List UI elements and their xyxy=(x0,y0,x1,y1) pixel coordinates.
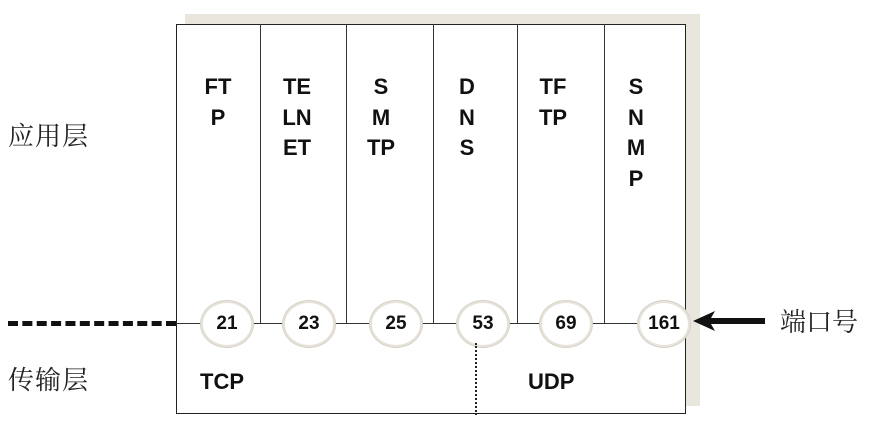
protocol-ftp: FTP xyxy=(204,74,232,130)
protocol-diagram-frame xyxy=(176,24,686,414)
udp-label: UDP xyxy=(528,369,575,394)
protocol-smtp: SMTP xyxy=(366,74,396,160)
tcp-udp-divider xyxy=(475,343,477,415)
column-divider xyxy=(433,24,434,324)
tcp-label: TCP xyxy=(200,369,244,394)
arrow-left-icon xyxy=(693,309,765,333)
protocol-snmp: SNMP xyxy=(626,74,646,191)
protocol-tftp: TFTP xyxy=(538,74,568,130)
port-53: 53 xyxy=(459,303,507,345)
protocol-telnet: TELNET xyxy=(282,74,312,160)
port-161: 161 xyxy=(640,303,688,345)
port-69: 69 xyxy=(542,303,590,345)
port-23: 23 xyxy=(285,303,333,345)
port-21: 21 xyxy=(203,303,251,345)
application-layer-label: 应用层 xyxy=(8,122,90,152)
port-line xyxy=(176,323,686,324)
transport-layer-label: 传输层 xyxy=(8,366,90,396)
port-25: 25 xyxy=(372,303,420,345)
column-divider xyxy=(260,24,261,324)
column-divider xyxy=(604,24,605,324)
dashed-extension-line xyxy=(8,321,176,326)
column-divider xyxy=(517,24,518,324)
column-divider xyxy=(346,24,347,324)
port-number-label: 端口号 xyxy=(780,308,859,338)
protocol-dns: DNS xyxy=(459,74,475,160)
